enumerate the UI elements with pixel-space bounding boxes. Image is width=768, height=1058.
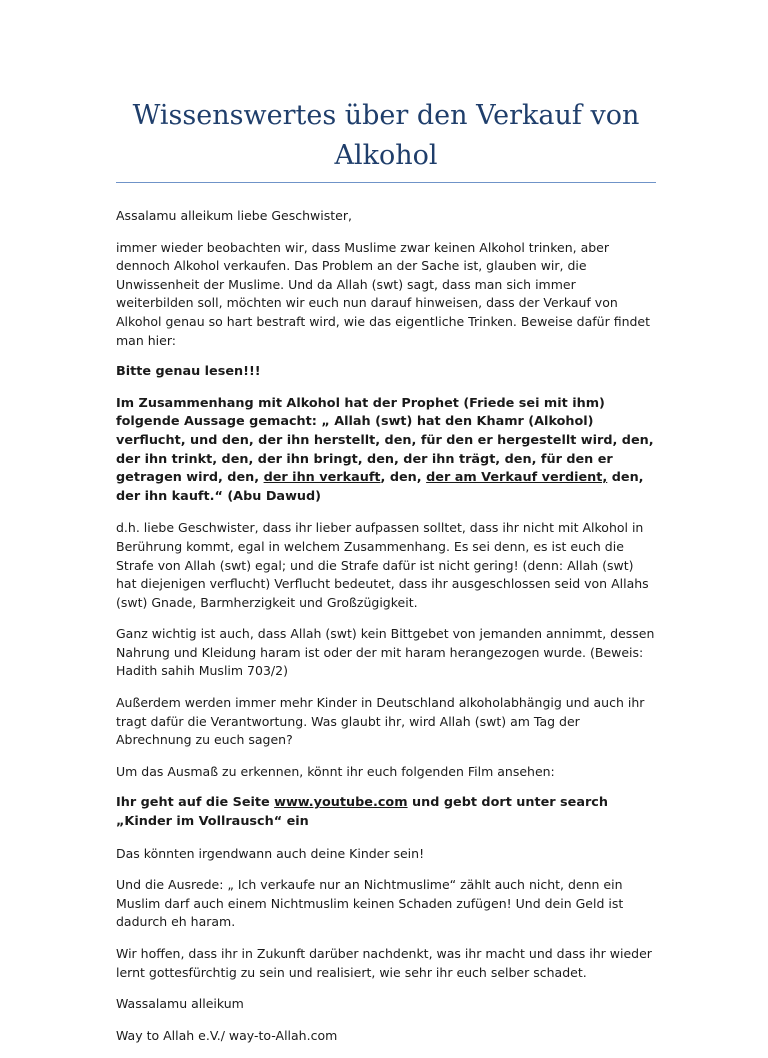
youtube-paragraph <box>116 794 656 831</box>
ausmass-paragraph: Um das Ausmaß zu erkennen, könnt ihr euch folgenden Film ansehen: <box>116 763 555 779</box>
title-rule <box>116 182 656 183</box>
bitte-heading: Bitte genau lesen!!! <box>116 364 261 380</box>
youtube-text-pre: Ihr geht auf die Seite <box>116 795 275 811</box>
closing: Wassalamu alleikum <box>116 996 244 1012</box>
document-title: Wissenswertes über den Verkauf von Alkohol <box>132 100 640 171</box>
document-page <box>116 96 656 1058</box>
dh-paragraph: d.h. liebe Geschwister, dass ihr lieber aufpassen solltet, dass ihr nicht mit Alkohol in Berührung kommt, egal in welchem Zusammenhang. Es sei denn, es ist euch die Strafe von Allah (swt) egal; und die Strafe dafür ist nicht gering! (denn: Allah (swt) hat diejenigen verflucht) Verflucht bedeutet, dass ihr ausgeschlossen seid von Allahs (swt) Gnade, Barmherzigkeit und Großzügigkeit. <box>116 520 649 610</box>
koennten-paragraph: Das könnten irgendwann auch deine Kinder sein! <box>116 845 425 861</box>
wichtig-paragraph: Ganz wichtig ist auch, dass Allah (swt) kein Bittgebet von jemanden annimmt, dessen Nahrung und Kleidung haram ist oder der mit haram herangezogen wurde. (Beweis: Hadith sahih Muslim 703/2) <box>116 626 655 679</box>
hadith-text-mid: , den, <box>380 470 427 486</box>
hadith-text-pre: Im Zusammenhang mit Alkohol hat der Prophet (Friede sei mit ihm) folgende Aussage gemacht: „ Allah (swt) hat den Khamr (Alkohol) verflucht, und den, der ihn herstellt, den, für den er hergestellt wird, den, der ihn trinkt, den, der ihn bringt, den, der ihn trägt, den, für den er getragen wird, den, <box>116 395 654 486</box>
youtube-text-post: und gebt dort unter search „Kinder im Vollrausch“ ein <box>116 795 608 830</box>
intro-paragraph: immer wieder beobachten wir, dass Muslime zwar keinen Alkohol trinken, aber dennoch Alkohol verkaufen. Das Problem an der Sache ist, glauben wir, die Unwissenheit der Muslime. Und da Allah (swt) sagt, dass man sich immer weiterbilden soll, möchten wir euch nun darauf hinweisen, dass der Verkauf von Alkohol genau so hart bestraft wird, wie das eigentliche Trinken. Beweise dafür findet man hier: <box>116 239 651 348</box>
hadith-underline-verdient: der am Verkauf verdient, <box>426 470 608 486</box>
hoffen-paragraph: Wir hoffen, dass ihr in Zukunft darüber nachdenkt, was ihr macht und dass ihr wieder lernt gottesfürchtig zu sein und realisiert, wie sehr ihr euch selber schadet. <box>116 946 652 980</box>
signature: Way to Allah e.V./ way-to-Allah.com <box>116 1027 338 1043</box>
ausrede-paragraph: Und die Ausrede: „ Ich verkaufe nur an Nichtmuslime“ zählt auch nicht, denn ein Muslim darf auch einem Nichtmuslim keinen Schaden zufügen! Und dein Geld ist dadurch eh haram. <box>116 877 624 930</box>
hadith-text-post: den, der ihn kauft.“ (Abu Dawud) <box>116 470 644 504</box>
kinder-paragraph: Außerdem werden immer mehr Kinder in Deutschland alkoholabhängig und auch ihr tragt dafür die Verantwortung. Was glaubt ihr, wird Allah (swt) am Tag der Abrechnung zu euch sagen? <box>116 695 645 748</box>
hadith-underline-verkauft: der ihn verkauft <box>263 470 381 486</box>
youtube-link[interactable]: www.youtube.com <box>274 795 408 811</box>
hadith-paragraph <box>116 395 656 507</box>
greeting: Assalamu alleikum liebe Geschwister, <box>116 208 352 223</box>
